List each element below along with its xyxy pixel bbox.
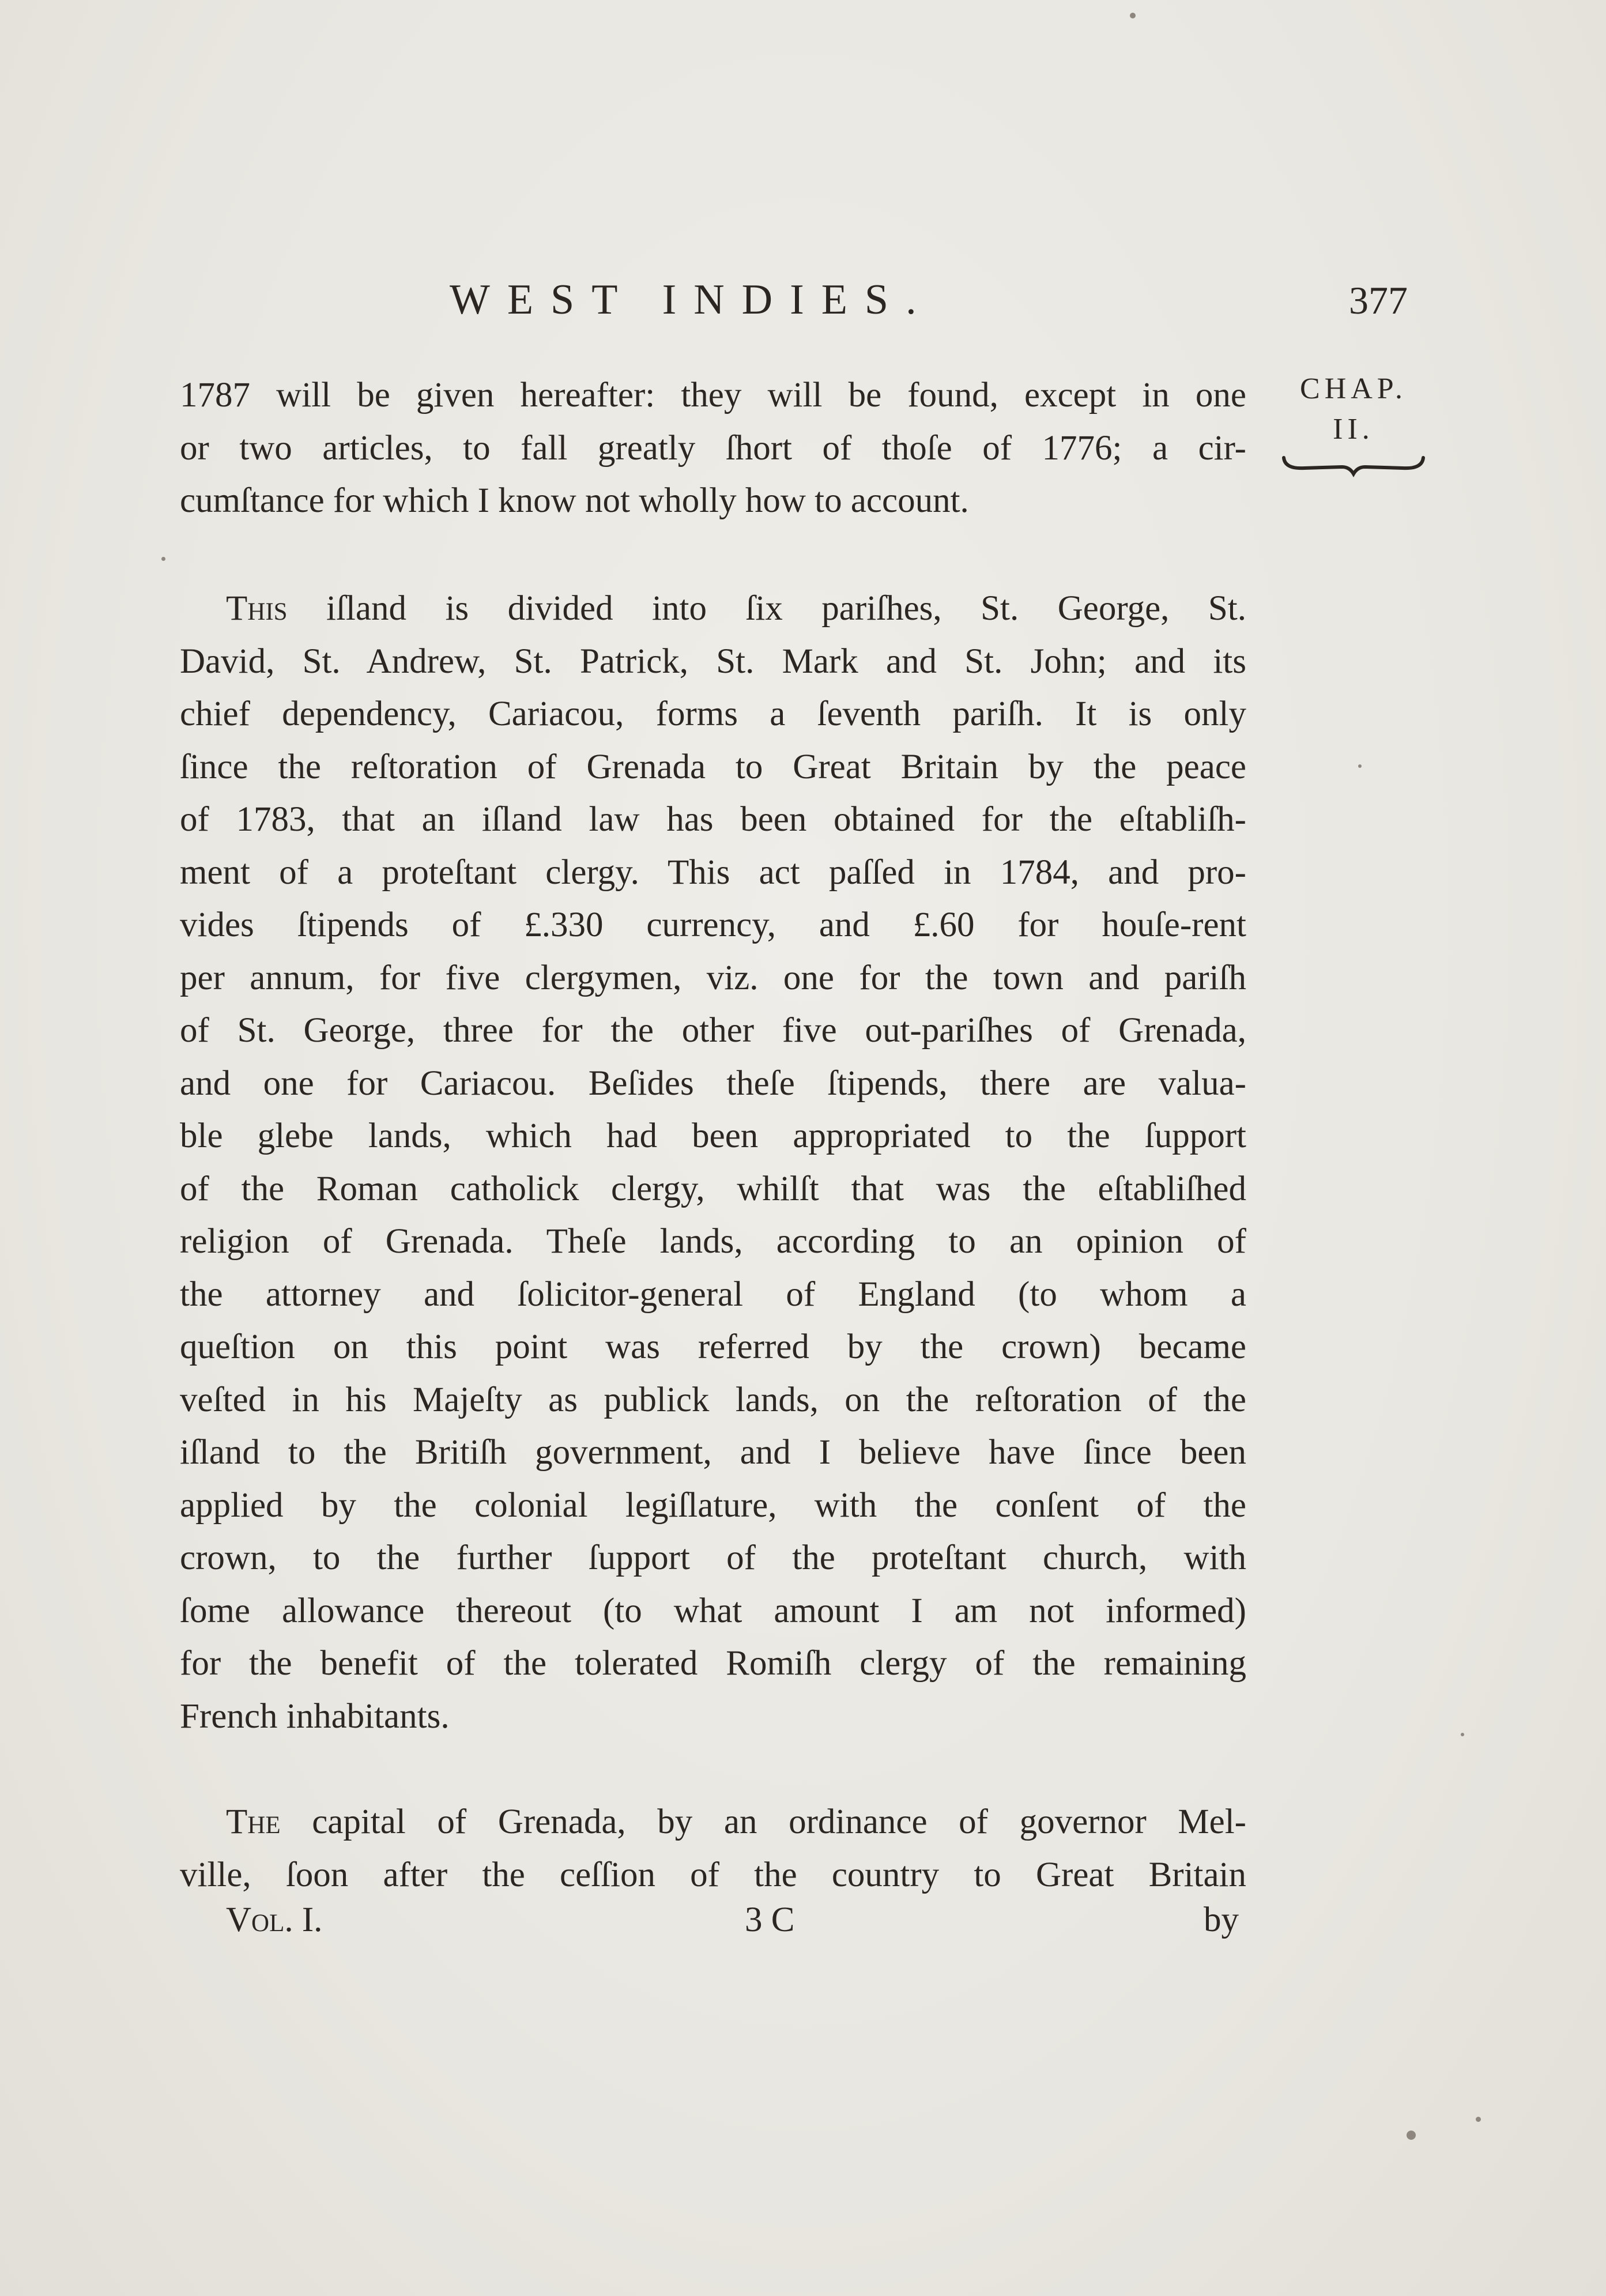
text-line: crown, to the further ſupport of the proteſtant church, with	[180, 1539, 1246, 1577]
running-head: WEST INDIES.	[450, 276, 934, 323]
text-line: French inhabitants.	[180, 1696, 450, 1736]
text-line-rest: capital of Grenada, by an ordinance of governor Mel-	[280, 1803, 1246, 1841]
text-line: of 1783, that an iſland law has been obtained for the eſtabliſh-	[180, 800, 1246, 839]
chapter-margin-note	[1279, 369, 1428, 477]
text-line: per annum, for five clergymen, viz. one for the town and pariſh	[180, 958, 1246, 997]
signature-mark: 3 C	[745, 1901, 795, 1939]
text-line: the attorney and ſolicitor-general of England (to whom a	[180, 1275, 1246, 1314]
chapter-number: II.	[1333, 413, 1374, 446]
text-line: David, St. Andrew, St. Patrick, St. Mark and St. John; and its	[180, 642, 1246, 681]
text-line: and one for Cariacou. Beſides theſe ſtipends, there are valua-	[180, 1064, 1246, 1103]
text-line: applied by the colonial legiſlature, with the conſent of the	[180, 1486, 1246, 1525]
text-line: ble glebe lands, which had been appropriated to the ſupport	[180, 1117, 1246, 1155]
text-line: queſtion on this point was referred by the crown) became	[180, 1328, 1246, 1366]
paragraph-2	[180, 582, 1246, 1743]
text-line: 1787 will be given hereafter: they will be found, except in one	[180, 376, 1246, 414]
text-line	[180, 1796, 1246, 1849]
text-line: chief dependency, Cariacou, forms a ſeventh pariſh. It is only	[180, 695, 1246, 733]
paragraph-lead: This	[226, 589, 288, 628]
text-line: ville, ſoon after the ceſſion of the country to Great Britain	[180, 1855, 1246, 1894]
text-line: religion of Grenada. Theſe lands, according to an opinion of	[180, 1222, 1246, 1261]
catchword: by	[1204, 1901, 1239, 1939]
text-line: of the Roman catholick clergy, whilſt that was the eſtabliſhed	[180, 1169, 1246, 1208]
brace-ornament	[1281, 454, 1426, 477]
page-footer	[0, 1900, 1606, 1952]
page-header	[0, 276, 1606, 327]
paragraph-3	[180, 1796, 1246, 1901]
text-line: ſome allowance thereout (to what amount I am not informed)	[180, 1591, 1246, 1630]
chapter-label: CHAP.	[1300, 372, 1407, 405]
text-line: or two articles, to fall greatly ſhort of thoſe of 1776; a cir-	[180, 428, 1246, 468]
text-line: iſland to the Britiſh government, and I believe have ſince been	[180, 1433, 1246, 1472]
paragraph-1	[180, 369, 1246, 527]
volume-label: Vol. I.	[226, 1901, 323, 1939]
page-number: 377	[1349, 278, 1408, 322]
text-line: ſince the reſtoration of Grenada to Great Britain by the peace	[180, 747, 1246, 786]
text-line: vides ſtipends of £.330 currency, and £.60 for houſe-rent	[180, 906, 1246, 944]
paragraph-lead: The	[226, 1803, 281, 1841]
text-line	[180, 582, 1246, 635]
text-line: cumſtance for which I know not wholly how to account.	[180, 481, 969, 520]
text-line-rest: iſland is divided into ſix pariſhes, St. George, St.	[287, 589, 1246, 628]
text-line: of St. George, three for the other five out-pariſhes of Grenada,	[180, 1011, 1246, 1050]
text-line: ment of a proteſtant clergy. This act paſſed in 1784, and pro-	[180, 853, 1246, 892]
text-line: veſted in his Majeſty as publick lands, on the reſtoration of the	[180, 1380, 1246, 1419]
text-line: for the benefit of the tolerated Romiſh clergy of the remaining	[180, 1644, 1246, 1683]
